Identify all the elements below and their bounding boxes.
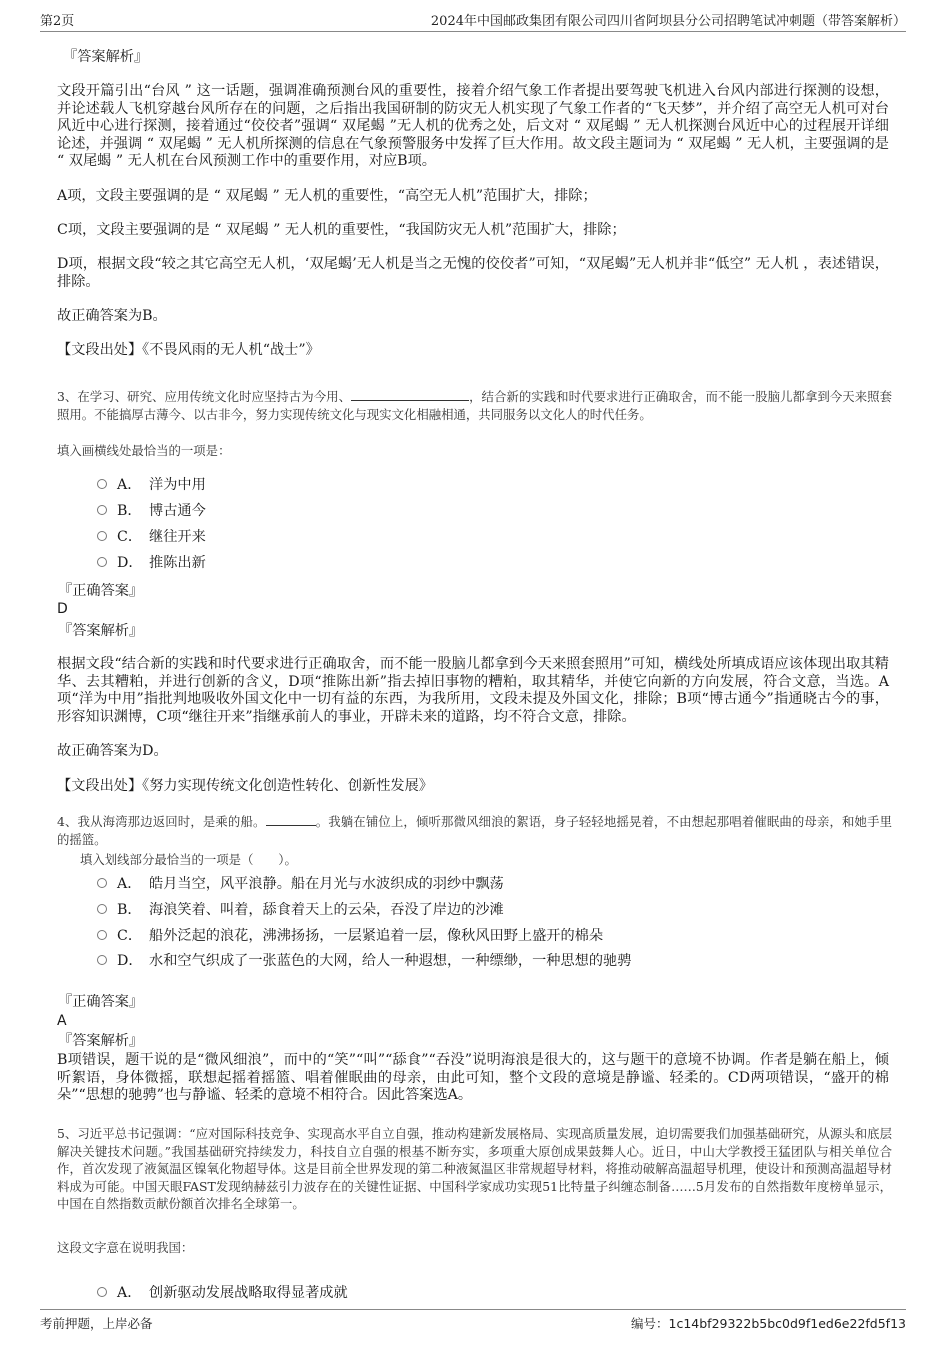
q3-option-d[interactable]: D． 推陈出新 <box>97 554 206 572</box>
q3-source: 【文段出处】《努力实现传统文化创造性转化、创新性发展》 <box>57 778 433 794</box>
q3-conclusion: 故正确答案为D。 <box>57 743 168 759</box>
q4-correct-answer: A <box>57 1013 67 1029</box>
q2-source: 【文段出处】《不畏风雨的无人机“战士”》 <box>57 342 320 358</box>
q2-analysis: 文段开篇引出“台风 ” 这一话题，强调准确预测台风的重要性，接着介绍气象工作者提出要驾驶飞机进入台风内部进行探测的设想，并论述载人飞机穿越台风所存在的问题，之后指出我国研制的防灾无人机实现了气象工作者的“飞天梦”，并介绍了高空无人机可对台风近中心进行探测，接着通过“佼佼者”强调“ 双尾蝎 ”无人机的优秀之处，后文对 “ 双尾蝎 ” 无人机探测台风近中心的过程展开详细论述，并强调 “ 双尾蝎 ” 无人机所探测的信息在气象预警服务中发挥了巨大作用。故文段主题词为 “ 双尾蝎 ” 无人机，主要强调的是 “ 双尾蝎 ” 无人机在台风预测工作中的重要作用，对应B项。 <box>57 83 889 170</box>
q5-option-a[interactable]: A． 创新驱动发展战略取得显著成就 <box>97 1284 348 1302</box>
header-divider <box>40 31 906 32</box>
radio-icon[interactable] <box>97 955 107 965</box>
q4-blank <box>266 814 316 826</box>
q4-analysis-label: 『答案解析』 <box>58 1033 144 1049</box>
q4-option-b[interactable]: B． 海浪笑着、叫着，舔食着天上的云朵，吞没了岸边的沙滩 <box>97 901 504 919</box>
q3-stem: 3、在学习、研究、应用传统文化时应坚持古为今用、 ，结合新的实践和时代要求进行正确取舍，而不能一股脑儿都拿到今天来照套照用。不能搞厚古薄今、以古非今，努力实现传统文化与现实文化相融相通，共同服务以文化人的时代任务。 <box>57 389 892 422</box>
q2-option-c-note: C项，文段主要强调的是 “ 双尾蝎 ” 无人机的重要性，“我国防灾无人机”范围扩大，排除； <box>57 222 626 238</box>
q2-conclusion: 故正确答案为B。 <box>57 308 167 324</box>
q3-option-c[interactable]: C． 继往开来 <box>97 528 206 546</box>
q3-option-a[interactable]: A． 洋为中用 <box>97 476 206 494</box>
q2-option-d-note: D项，根据文段“较之其它高空无人机，‘双尾蝎’无人机是当之无愧的佼佼者”可知，“双尾蝎”无人机并非“低空” 无人机 ，表述错误，排除。 <box>57 256 889 290</box>
q3-analysis: 根据文段“结合新的实践和时代要求进行正确取舍，而不能一股脑儿都拿到今天来照套照用”可知，横线处所填成语应该体现出取其精华、去其糟粕，并进行创新的含义，D项“推陈出新”指去掉旧事物的糟粕，取其精华，并使它向新的方向发展，符合文意，当选。A项“洋为中用”指批判地吸收外国文化中一切有益的东西，为我所用，文段未提及外国文化，排除；B项“博古通今”指通晓古今的事，形容知识渊博，C项“继往开来”指继承前人的事业，开辟未来的道路，均不符合文意，排除。 <box>57 656 889 725</box>
q4-option-c[interactable]: C． 船外泛起的浪花，沸沸扬扬，一层紧追着一层，像秋风田野上盛开的棉朵 <box>97 927 603 945</box>
radio-icon[interactable] <box>97 505 107 515</box>
footer-slogan: 考前押题，上岸必备 <box>40 1316 153 1331</box>
q5-prompt: 这段文字意在说明我国： <box>57 1240 194 1255</box>
q4-option-d[interactable]: D． 水和空气织成了一张蓝色的大网，给人一种遐想，一种缥缈，一种思想的驰骋 <box>97 952 631 970</box>
q3-prompt: 填入画横线处最恰当的一项是： <box>57 443 231 458</box>
q3-correct-answer: D <box>57 601 68 617</box>
q2-analysis-label: 『答案解析』 <box>63 49 149 65</box>
q3-option-b[interactable]: B． 博古通今 <box>97 502 206 520</box>
footer-divider <box>40 1309 906 1310</box>
radio-icon[interactable] <box>97 1287 107 1297</box>
radio-icon[interactable] <box>97 930 107 940</box>
q5-stem: 5、习近平总书记强调：“应对国际科技竞争、实现高水平自立自强，推动构建新发展格局、实现高质量发展，迫切需要我们加强基础研究，从源头和底层解决关键技术问题。”我国基础研究持续发力，科技自立自强的根基不断夯实，多项重大原创成果鼓舞人心。近日，中山大学教授王猛团队与相关单位合作，首次发现了液氮温区镍氧化物超导体。这是目前全世界发现的第二种液氮温区非常规超导材料，将推动破解高温超导机理，使设计和预测高温超导材料成为可能。中国天眼FAST发现纳赫兹引力波存在的关键性证据、中国科学家成功实现51比特量子纠缠态制备……5月发布的自然指数年度榜单显示，中国在自然指数贡献份额首次排名全球第一。 <box>57 1126 892 1212</box>
radio-icon[interactable] <box>97 479 107 489</box>
q4-prompt: 填入划线部分最恰当的一项是（ ）。 <box>80 852 297 867</box>
q4-correct-label: 『正确答案』 <box>58 994 144 1010</box>
q3-blank <box>351 388 469 401</box>
q3-analysis-label: 『答案解析』 <box>58 623 144 639</box>
radio-icon[interactable] <box>97 557 107 567</box>
q4-stem: 4、我从海湾那边返回时，是乘的船。 。我躺在铺位上，倾听那微风细浪的絮语，身子轻轻地摇晃着，不由想起那唱着催眠曲的母亲，和她手里的摇篮。 <box>57 814 893 847</box>
radio-icon[interactable] <box>97 904 107 914</box>
document-title: 2024年中国邮政集团有限公司四川省阿坝县分公司招聘笔试冲刺题（带答案解析） <box>430 14 906 29</box>
q3-correct-label: 『正确答案』 <box>58 583 144 599</box>
radio-icon[interactable] <box>97 878 107 888</box>
q2-option-a-note: A项，文段主要强调的是 “ 双尾蝎 ” 无人机的重要性，“高空无人机”范围扩大，排除； <box>57 188 597 204</box>
q4-analysis: B项错误，题干说的是“微风细浪”，而中的“笑”“叫”“舔食”“吞没”说明海浪是很大的，这与题干的意境不协调。作者是躺在船上，倾听絮语，身体微摇，联想起摇着摇篮、唱着催眠曲的母亲，由此可知，整个文段的意境是静谧、轻柔的。CD两项错误，“盛开的棉朵”“思想的驰骋”也与静谧、轻柔的意境不相符合。因此答案选A。 <box>57 1052 889 1104</box>
radio-icon[interactable] <box>97 531 107 541</box>
page-number: 第2页 <box>40 14 75 29</box>
document-code: 编号：1c14bf29322b5bc0d9f1ed6e22fd5f13 <box>630 1316 906 1331</box>
q4-option-a[interactable]: A． 皓月当空，风平浪静。船在月光与水波织成的羽纱中飘荡 <box>97 875 504 893</box>
